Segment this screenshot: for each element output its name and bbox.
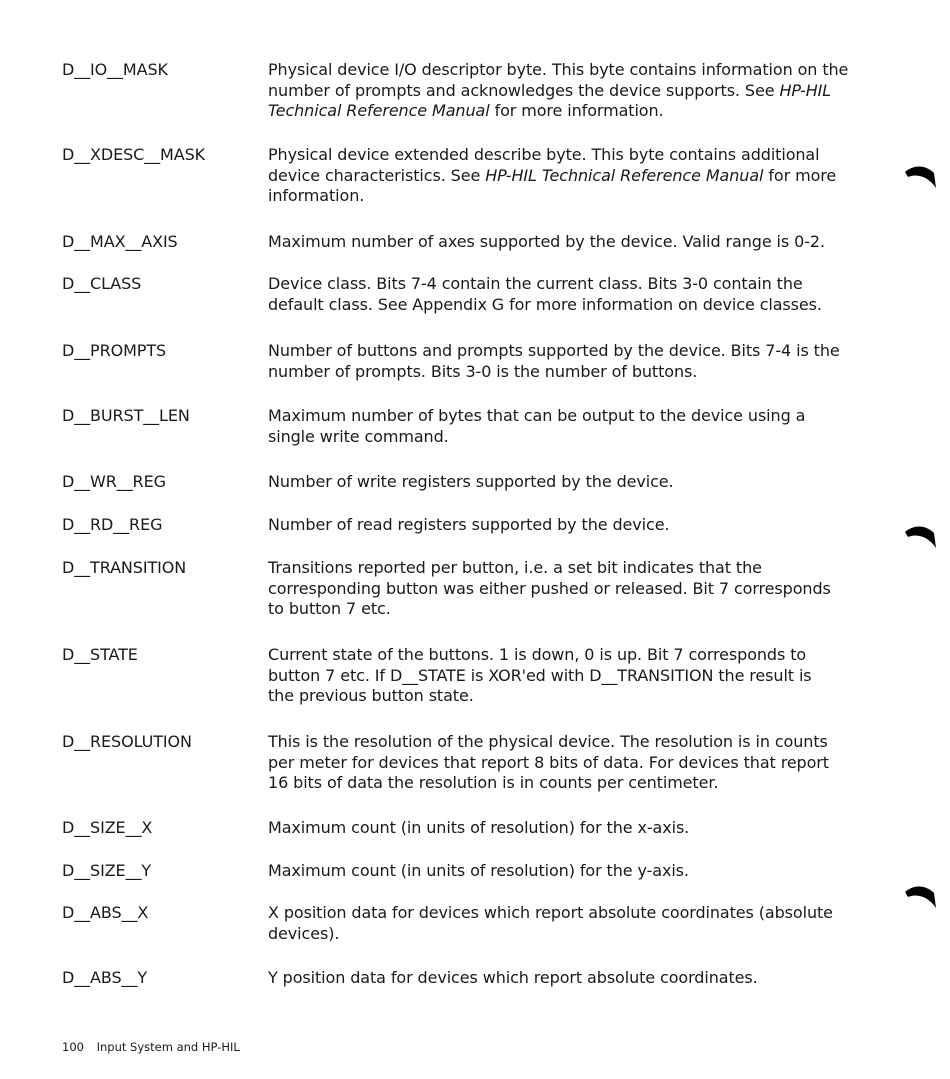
definition-term: D__RD__REG xyxy=(62,515,163,534)
text-run: Maximum count (in units of resolution) for the x-axis. xyxy=(268,818,690,837)
description-line xyxy=(268,427,868,448)
text-run: information. xyxy=(268,186,365,205)
text-run: button 7 etc. If D__STATE is XOR'ed with D__TRANSITION the result is xyxy=(268,665,812,685)
description-line xyxy=(268,732,868,753)
definition-term: D__IO__MASK xyxy=(62,60,168,79)
definition-description xyxy=(268,232,868,253)
text-run: single write command. xyxy=(268,426,449,446)
italic-title: HP-HIL Technical Reference Manual xyxy=(485,165,764,185)
description-line xyxy=(268,101,868,122)
definition-term: D__ABS__X xyxy=(62,903,149,922)
definition-term: D__BURST__LEN xyxy=(62,406,190,425)
description-line xyxy=(268,861,868,882)
text-run: Y position data for devices which report absolute coordinates. xyxy=(268,968,758,987)
binder-hole-mark-icon xyxy=(903,883,937,909)
definition-term: D__CLASS xyxy=(62,274,142,293)
description-line xyxy=(268,472,868,493)
description-line xyxy=(268,362,868,383)
description-line xyxy=(268,666,868,687)
description-line xyxy=(268,903,868,924)
description-line xyxy=(268,232,868,253)
text-run: Transitions reported per button, i.e. a set bit indicates that the xyxy=(268,558,762,577)
text-run: Maximum count (in units of resolution) for the y-axis. xyxy=(268,861,689,880)
text-run: number of prompts. Bits 3-0 is the number of buttons. xyxy=(268,361,698,381)
definition-description xyxy=(268,515,868,536)
definition-term: D__XDESC__MASK xyxy=(62,145,206,164)
binder-hole-mark-icon xyxy=(903,163,937,189)
description-line xyxy=(268,686,868,707)
text-run: This is the resolution of the physical device. The resolution is in counts xyxy=(268,732,828,751)
text-run: devices). xyxy=(268,923,340,943)
text-run: Physical device I/O descriptor byte. This byte contains information on the xyxy=(268,60,849,79)
definition-description xyxy=(268,145,868,207)
text-run: per meter for devices that report 8 bits of data. For devices that report xyxy=(268,752,829,772)
italic-title: HP-HIL xyxy=(779,80,832,100)
definition-description xyxy=(268,861,868,882)
description-line xyxy=(268,818,868,839)
text-run: 16 bits of data the resolution is in counts per centimeter. xyxy=(268,773,719,792)
description-line xyxy=(268,274,868,295)
text-run: X position data for devices which report absolute coordinates (absolute xyxy=(268,903,833,922)
definition-term: D__TRANSITION xyxy=(62,558,187,577)
description-line xyxy=(268,924,868,945)
definition-term: D__MAX__AXIS xyxy=(62,232,178,251)
definition-term: D__PROMPTS xyxy=(62,341,167,360)
description-line xyxy=(268,341,868,362)
text-run: default class. See Appendix G for more information on device classes. xyxy=(268,294,822,314)
description-line xyxy=(268,968,868,989)
text-run: Number of read registers supported by the device. xyxy=(268,515,670,534)
definition-term: D__SIZE__Y xyxy=(62,861,152,880)
definition-term: D__STATE xyxy=(62,645,138,664)
definition-description xyxy=(268,341,868,382)
description-line xyxy=(268,81,868,102)
description-line xyxy=(268,515,868,536)
definition-term: D__ABS__Y xyxy=(62,968,147,987)
definition-term: D__RESOLUTION xyxy=(62,732,192,751)
text-run: for more xyxy=(763,165,837,185)
definition-description xyxy=(268,558,868,620)
description-line xyxy=(268,558,868,579)
definition-description xyxy=(268,818,868,839)
description-line xyxy=(268,406,868,427)
description-line xyxy=(268,60,868,81)
description-line xyxy=(268,295,868,316)
description-line xyxy=(268,145,868,166)
description-line xyxy=(268,579,868,600)
text-run: Physical device extended describe byte. This byte contains additional xyxy=(268,145,820,164)
page-footer xyxy=(62,1040,240,1054)
footer-section-title: Input System and HP-HIL xyxy=(96,1040,240,1054)
text-run: number of prompts and acknowledges the device supports. See xyxy=(268,80,780,100)
text-run: Number of write registers supported by the device. xyxy=(268,472,674,491)
definition-description xyxy=(268,968,868,989)
description-line xyxy=(268,645,868,666)
description-line xyxy=(268,166,868,187)
description-line xyxy=(268,773,868,794)
description-line xyxy=(268,599,868,620)
text-run: Current state of the buttons. 1 is down, 0 is up. Bit 7 corresponds to xyxy=(268,645,807,664)
definition-description xyxy=(268,406,868,447)
text-run: device characteristics. See xyxy=(268,165,486,185)
text-run: for more information. xyxy=(489,101,664,120)
definition-description xyxy=(268,274,868,315)
definition-term: D__SIZE__X xyxy=(62,818,153,837)
definition-description xyxy=(268,60,868,122)
text-run: Maximum number of axes supported by the device. Valid range is 0-2. xyxy=(268,232,825,251)
page-number: 100 xyxy=(62,1040,84,1054)
description-line xyxy=(268,186,868,207)
definition-description xyxy=(268,472,868,493)
italic-title: Technical Reference Manual xyxy=(268,101,490,120)
definition-term: D__WR__REG xyxy=(62,472,166,491)
definition-description xyxy=(268,732,868,794)
text-run: to button 7 etc. xyxy=(268,599,391,618)
text-run: corresponding button was either pushed or released. Bit 7 corresponds xyxy=(268,578,831,598)
definition-description xyxy=(268,903,868,944)
definition-description xyxy=(268,645,868,707)
text-run: Device class. Bits 7-4 contain the current class. Bits 3-0 contain the xyxy=(268,274,803,293)
text-run: Maximum number of bytes that can be output to the device using a xyxy=(268,406,806,425)
binder-hole-mark-icon xyxy=(903,523,937,549)
text-run: the previous button state. xyxy=(268,686,474,705)
description-line xyxy=(268,753,868,774)
text-run: Number of buttons and prompts supported by the device. Bits 7-4 is the xyxy=(268,341,840,360)
